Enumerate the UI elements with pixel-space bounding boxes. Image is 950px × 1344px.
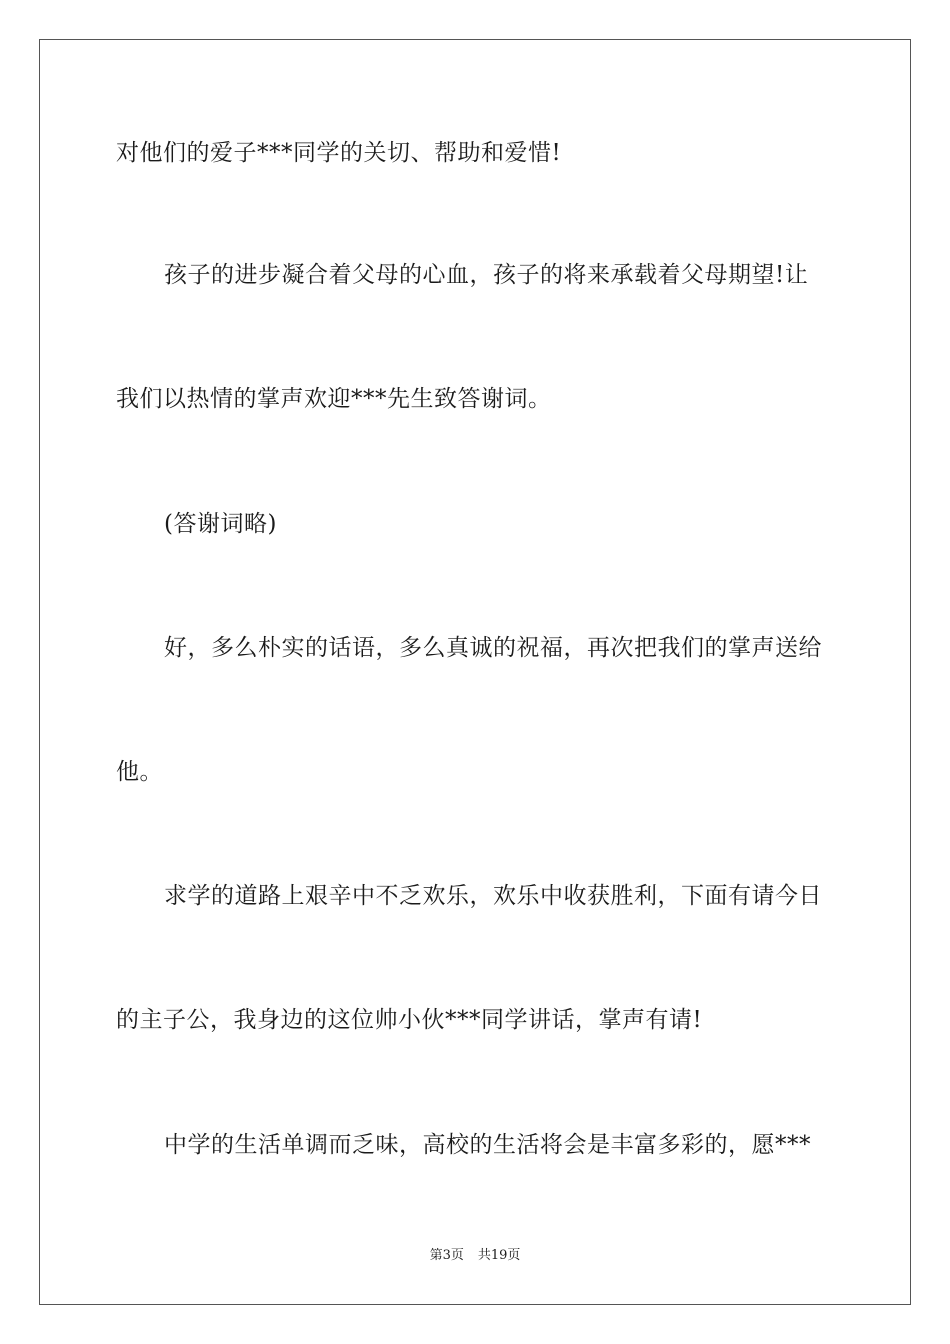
text-line-2: 孩子的进步凝合着父母的心血，孩子的将来承载着父母期望!让 <box>164 262 809 288</box>
text-line-4: (答谢词略) <box>164 511 277 537</box>
text-line-3: 我们以热情的掌声欢迎***先生致答谢词。 <box>116 386 552 412</box>
text-line-5: 好，多么朴实的话语，多么真诚的祝福，再次把我们的掌声送给 <box>164 635 822 661</box>
page-footer <box>0 1247 950 1265</box>
text-line-9: 中学的生活单调而乏味，高校的生活将会是丰富多彩的，愿*** <box>164 1132 811 1158</box>
text-line-7: 求学的道路上艰辛中不乏欢乐，欢乐中收获胜利，下面有请今日 <box>164 883 822 909</box>
page-total: 共19页 <box>477 1248 521 1263</box>
text-line-6: 他。 <box>116 759 163 785</box>
text-line-8: 的主子公，我身边的这位帅小伙***同学讲话，掌声有请! <box>116 1007 703 1033</box>
page-border <box>39 39 911 1305</box>
page-number: 第3页 <box>429 1248 464 1263</box>
text-line-1: 对他们的爱子***同学的关切、帮助和爱惜! <box>116 140 562 166</box>
